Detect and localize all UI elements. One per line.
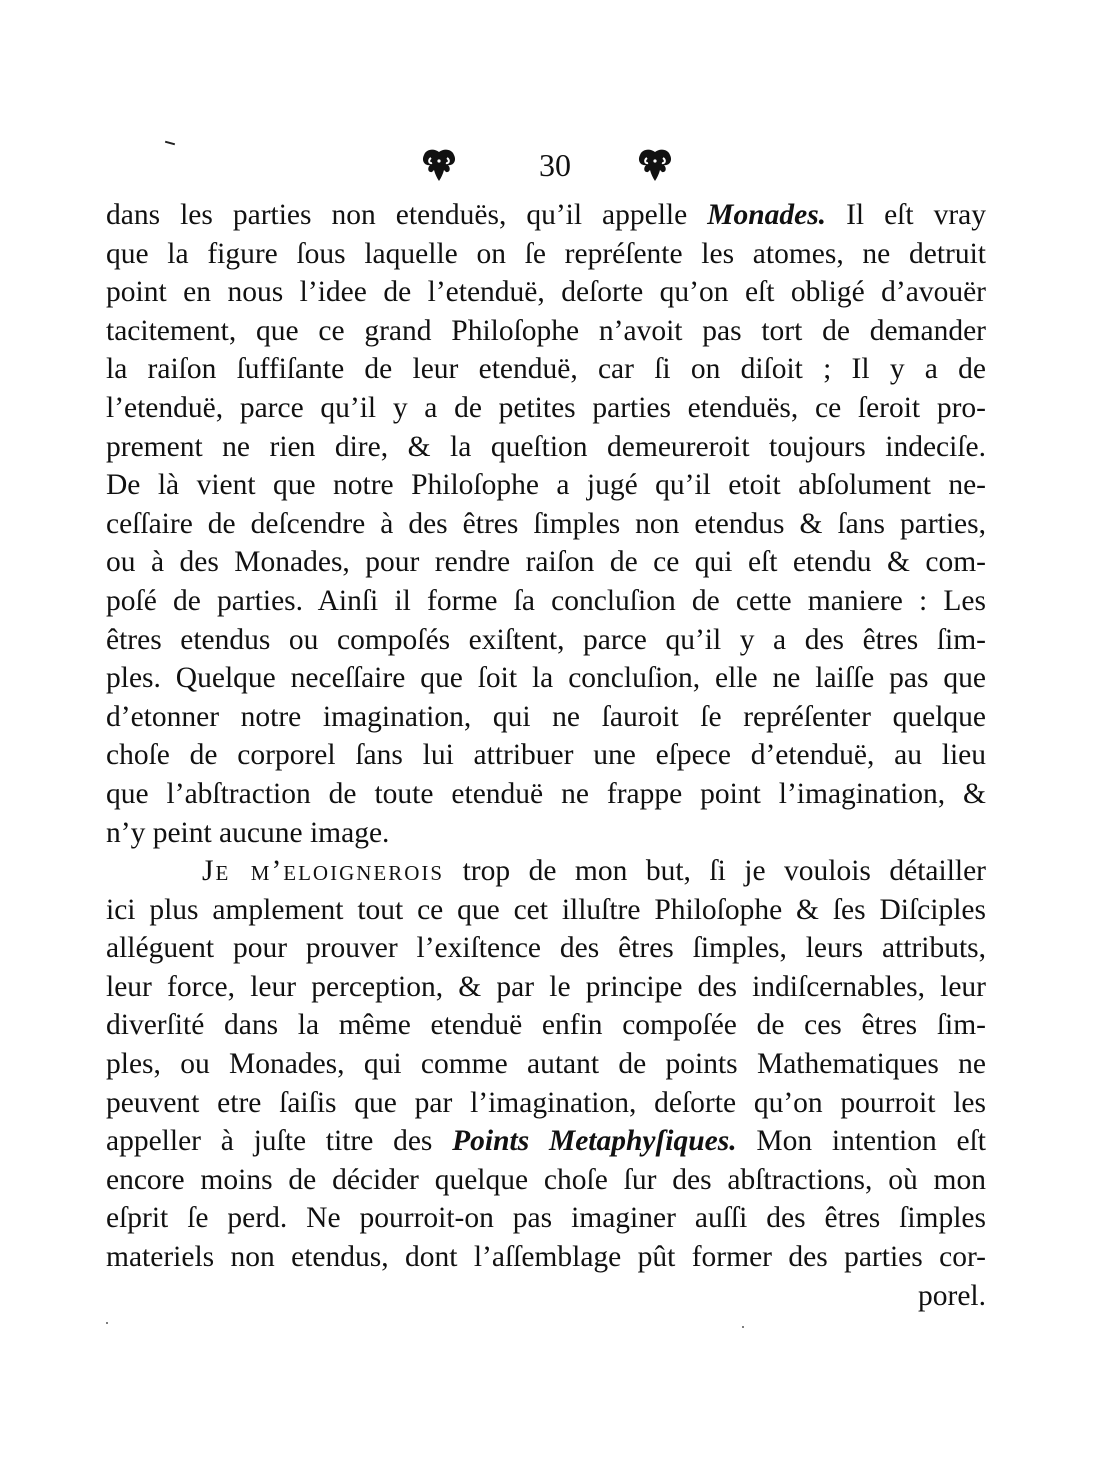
text-line: ples, ou Monades, qui comme autant de points Mathematiques ne <box>106 1048 986 1081</box>
text-line: dans les parties non etenduës, qu’il appelle Monades. Il eſt vray <box>106 199 986 231</box>
text-line: tacitement, que ce grand Philoſophe n’avoit pas tort de demander <box>106 314 986 347</box>
text-line: De là vient que notre Philoſophe a jugé qu’il etoit abſolument ne- <box>106 469 986 502</box>
text-line: poſé de parties. Ainſi il forme ſa concluſion de cette maniere : Les <box>106 584 986 617</box>
text-line: appeller à juſte titre des Points Metaphyſiques. Mon intention eſt <box>106 1125 986 1158</box>
text-line: point en nous l’idee de l’etenduë, deſorte qu’on eſt obligé d’avouër <box>106 276 986 309</box>
text-line: alléguent pour prouver l’exiſtence des êtres ſimples, leurs attributs, <box>106 932 986 965</box>
text-line: ceſſaire de deſcendre à des êtres ſimples non etendus & ſans parties, <box>106 507 986 540</box>
text-line: eſprit ſe perd. Ne pourroit-on pas imaginer auſſi des êtres ſimples <box>106 1202 986 1235</box>
text-line: ici plus amplement tout ce que cet illuſtre Philoſophe & ſes Diſciples <box>106 893 986 926</box>
text-line: ples. Quelque neceſſaire que ſoit la concluſion, elle ne laiſſe pas que <box>106 662 986 695</box>
text-line: que l’abſtraction de toute etenduë ne frappe point l’imagination, & <box>106 777 986 810</box>
catchword: porel. <box>918 1279 986 1312</box>
italic-term: Monades. <box>707 199 827 231</box>
text-line: êtres etendus ou compoſés exiſtent, parce qu’il y a des êtres ſim- <box>106 623 986 656</box>
fleuron-left-icon <box>420 148 458 182</box>
body-text <box>106 196 986 1315</box>
text-line: encore moins de décider quelque choſe ſur des abſtractions, où mon <box>106 1163 986 1196</box>
ink-speck <box>742 1326 744 1328</box>
text-line: materiels non etendus, dont l’aſſemblage pût former des parties cor- <box>106 1241 986 1274</box>
paragraph-end-line: n’y peint aucune image. <box>106 816 390 849</box>
text-line: la raiſon ſuffiſante de leur etenduë, car ſi on diſoit ; Il y a de <box>106 353 986 386</box>
text-line: ou à des Monades, pour rendre raiſon de ce qui eſt etendu & com- <box>106 546 986 579</box>
text-line: choſe de corporel ſans lui attribuer une eſpece d’etenduë, au lieu <box>106 739 986 772</box>
italic-term: Points Metaphyſiques. <box>452 1125 737 1158</box>
page-header <box>0 140 1100 190</box>
text-line: l’etenduë, parce qu’il y a de petites parties etenduës, ce ſeroit pro- <box>106 391 986 424</box>
page-number: 30 <box>539 147 571 183</box>
fleuron-right-icon <box>636 148 674 182</box>
text-line: d’etonner notre imagination, qui ne ſauroit ſe repréſenter quelque <box>106 700 986 733</box>
text-line: peuvent etre ſaiſis que par l’imagination, deſorte qu’on pourroit les <box>106 1086 986 1119</box>
text-line: leur force, leur perception, & par le principe des indiſcernables, leur <box>106 970 986 1003</box>
small-caps-opening: Je m’eloignerois <box>202 855 445 888</box>
text-line: prement ne rien dire, & la queſtion demeureroit toujours indeciſe. <box>106 430 986 463</box>
text-line: que la figure ſous laquelle on ſe repréſente les atomes, ne detruit <box>106 237 986 270</box>
text-line: diverſité dans la même etenduë enfin compoſée de ces êtres ſim- <box>106 1009 986 1042</box>
paragraph-start-line: Je m’eloignerois trop de mon but, ſi je voulois détailler <box>202 855 987 888</box>
ink-speck <box>106 1322 108 1324</box>
